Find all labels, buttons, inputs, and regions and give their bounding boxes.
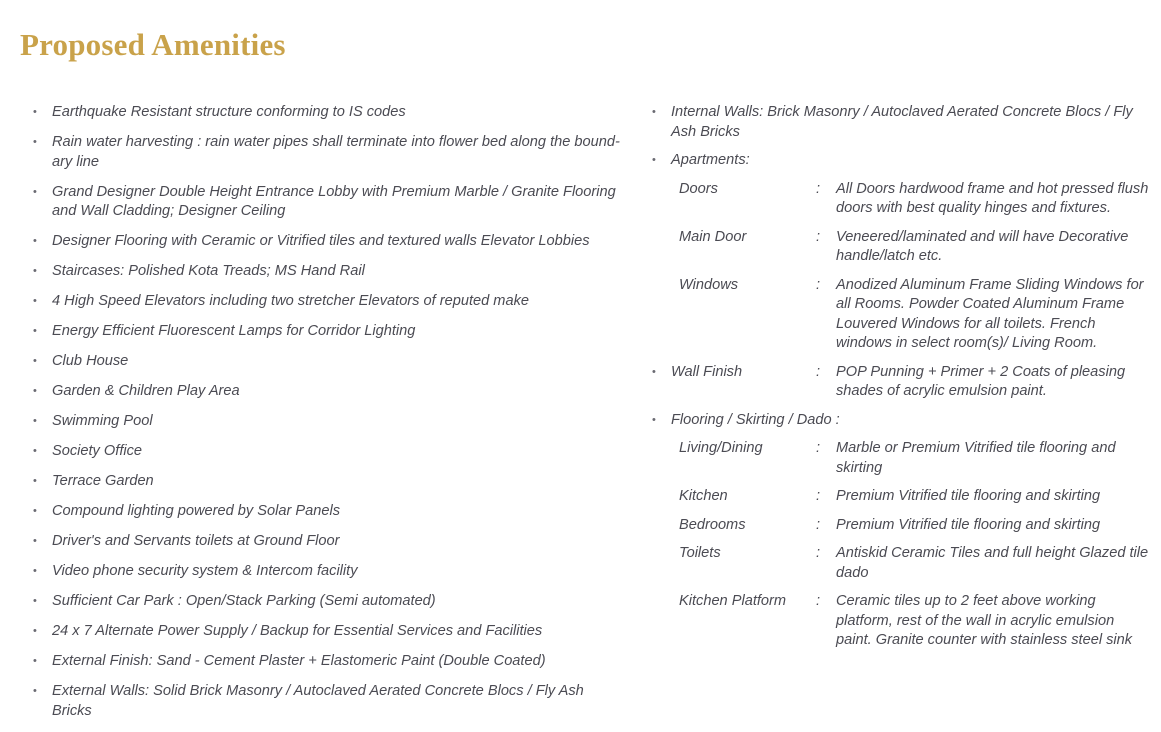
list-item: • Designer Flooring with Ceramic or Vitrified tiles and textured walls Elevator Lobbies — [32, 232, 622, 252]
list-item: • Swimming Pool — [32, 412, 622, 432]
page-title: Proposed Amenities — [20, 27, 286, 62]
spec-value: Premium Vitrified tile flooring and skirting — [836, 516, 1101, 533]
spec-label: Kitchen Platform — [679, 593, 787, 609]
spec-value: Veneered/laminated and will have Decorative handle/latch etc. — [836, 228, 1129, 264]
spec-row-kitchen-platform — [651, 592, 1151, 651]
list-item: • 24 x 7 Alternate Power Supply / Backup for Essential Services and Facilities — [32, 622, 622, 642]
right-column — [651, 103, 1151, 660]
list-item: • Energy Efficient Fluorescent Lamps for Corridor Lighting — [32, 322, 622, 342]
spec-row-doors — [651, 180, 1151, 219]
spec-row-living-dining — [651, 439, 1151, 478]
spec-colon: : — [816, 516, 821, 533]
spec-colon: : — [816, 593, 821, 609]
spec-label: Bedrooms — [679, 516, 746, 533]
flooring-heading-list — [651, 411, 1151, 431]
spec-label: • Wall Finish — [671, 363, 743, 380]
list-item: • External Finish: Sand - Cement Plaster + Elastomeric Paint (Double Coated) — [32, 652, 622, 672]
apartments-spec-group — [651, 180, 1151, 354]
spec-row-windows — [651, 276, 1151, 354]
list-item: • Sufficient Car Park : Open/Stack Parking (Semi automated) — [32, 592, 622, 612]
list-item: • Earthquake Resistant structure conforming to IS codes — [32, 103, 622, 123]
spec-value: Anodized Aluminum Frame Sliding Windows for all Rooms. Powder Coated Aluminum Frame Louvered Windows for all toilets. French windows in select room(s)/ Living Room. — [836, 276, 1144, 351]
spec-colon: : — [816, 363, 821, 380]
spec-label: Doors — [679, 180, 718, 197]
spec-value: POP Punning + Primer + 2 Coats of pleasing shades of acrylic emulsion paint. — [836, 363, 1126, 399]
spec-value: Marble or Premium Vitrified tile flooring and skirting — [836, 440, 1116, 476]
spec-row-kitchen — [651, 487, 1151, 507]
spec-label: Main Door — [679, 228, 747, 245]
spec-colon: : — [816, 228, 821, 245]
list-item: • Video phone security system & Intercom facility — [32, 562, 622, 582]
spec-colon: : — [816, 488, 821, 504]
spec-row-main-door — [651, 228, 1151, 267]
list-item: • Terrace Garden — [32, 472, 622, 492]
list-item: • 4 High Speed Elevators including two stretcher Elevators of reputed make — [32, 292, 622, 312]
list-item-internal-walls: • Internal Walls: Brick Masonry / Autoclaved Aerated Concrete Blocs / Fly Ash Bricks — [651, 103, 1151, 142]
spec-colon: : — [816, 440, 821, 456]
list-item-apartments-heading: • Apartments: — [651, 151, 1151, 171]
flooring-spec-group — [651, 439, 1151, 651]
list-item-flooring-heading: • Flooring / Skirting / Dado : — [651, 411, 1151, 431]
spec-colon: : — [816, 545, 821, 561]
spec-value: Ceramic tiles up to 2 feet above working platform, rest of the wall in acrylic emulsion paint. Granite counter with stainless steel sink — [836, 593, 1133, 648]
list-item: • Staircases: Polished Kota Treads; MS Hand Rail — [32, 262, 622, 282]
amenities-list-left — [32, 103, 622, 721]
spec-value: Antiskid Ceramic Tiles and full height Glazed tile dado — [836, 545, 1149, 581]
list-item: • Grand Designer Double Height Entrance Lobby with Premium Marble / Granite Flooring and Wall Cladding; Designer Ceiling — [32, 183, 622, 222]
spec-row-wall-finish — [651, 363, 1151, 402]
list-item: • External Walls: Solid Brick Masonry / Autoclaved Aerated Concrete Blocs / Fly Ash Bricks — [32, 682, 622, 721]
list-item: • Society Office — [32, 442, 622, 462]
list-item: • Garden & Children Play Area — [32, 382, 622, 402]
spec-label: Windows — [679, 276, 739, 293]
list-item: • Rain water harvesting : rain water pipes shall terminate into flower bed along the bound-ary line — [32, 133, 622, 172]
spec-label: Toilets — [679, 545, 721, 561]
list-item: • Club House — [32, 352, 622, 372]
spec-colon: : — [816, 276, 821, 293]
spec-value: Premium Vitrified tile flooring and skirting — [836, 488, 1101, 504]
spec-row-toilets — [651, 544, 1151, 583]
spec-colon: : — [816, 180, 821, 197]
spec-label: Kitchen — [679, 488, 728, 504]
spec-label: Living/Dining — [679, 440, 763, 456]
spec-row-bedrooms — [651, 516, 1151, 536]
list-item: • Driver's and Servants toilets at Ground Floor — [32, 532, 622, 552]
amenities-list-right — [651, 103, 1151, 171]
left-column — [32, 103, 622, 732]
list-item: • Compound lighting powered by Solar Panels — [32, 502, 622, 522]
spec-value: All Doors hardwood frame and hot pressed flush doors with best quality hinges and fixtures. — [836, 180, 1149, 216]
